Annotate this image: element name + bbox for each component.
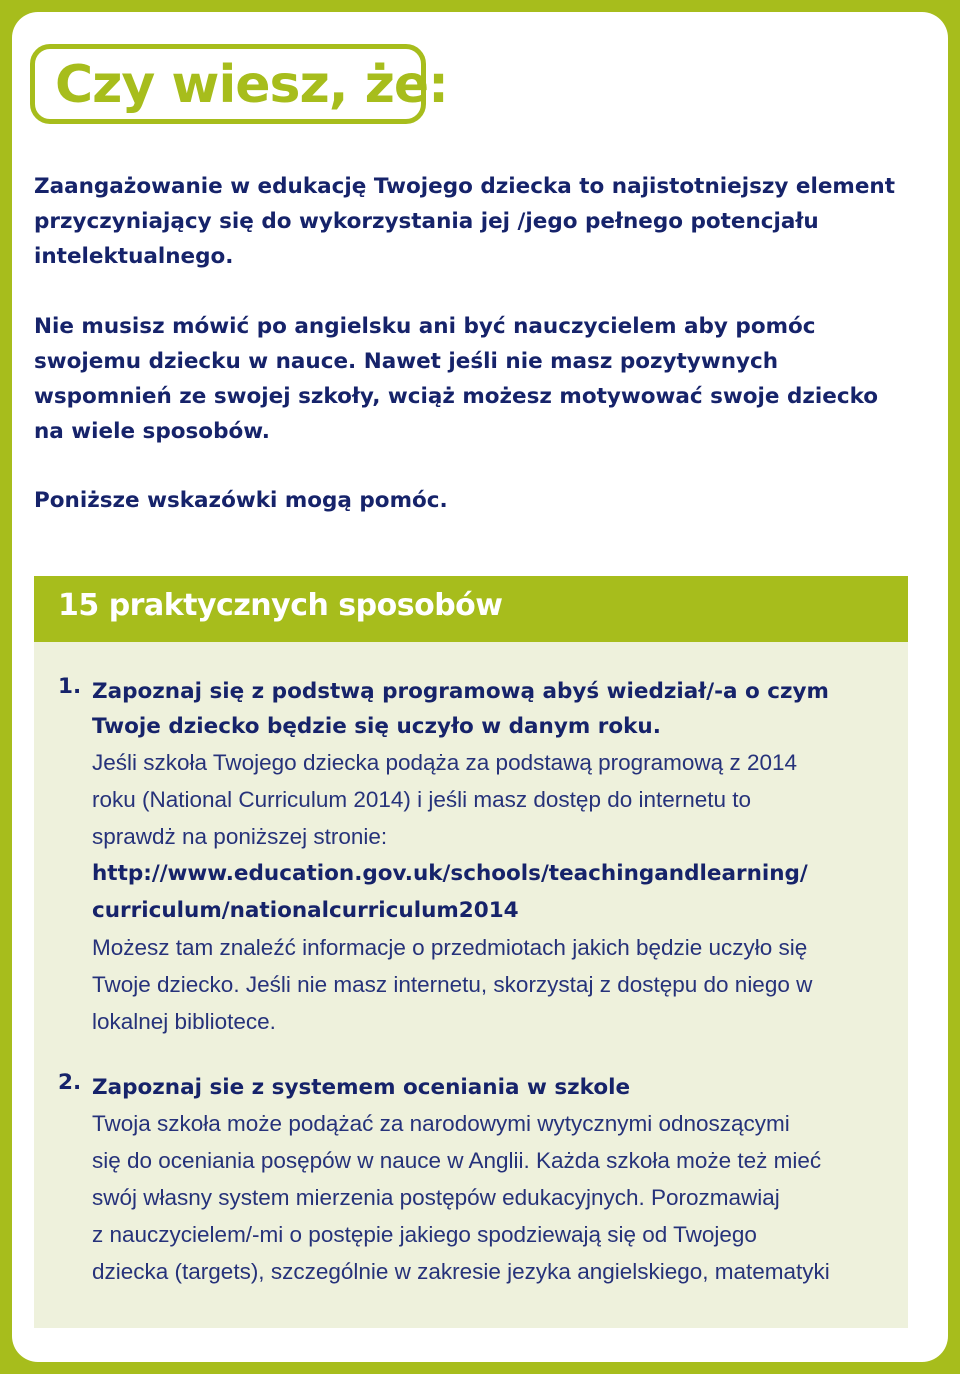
item-number: 1. bbox=[58, 674, 82, 699]
item-heading-line: Zapoznaj się z podstwą programową abyś wiedział/-a o czym bbox=[92, 679, 829, 704]
intro-paragraph-1 bbox=[34, 169, 914, 274]
intro-paragraph-2 bbox=[34, 309, 914, 449]
intro-line: intelektualnego. bbox=[34, 244, 234, 269]
item-body-line: roku (National Curriculum 2014) i jeśli masz dostęp do internetu to bbox=[92, 787, 752, 812]
item-body-line: z nauczycielem/-mi o postępie jakiego spodziewają się od Twojego bbox=[92, 1222, 757, 1247]
item-heading-line: Twoje dziecko będzie się uczyło w danym roku. bbox=[92, 714, 661, 739]
item-body-line: Twoja szkoła może podążać za narodowymi wytycznymi odnoszącymi bbox=[92, 1111, 790, 1136]
intro-paragraph-3 bbox=[34, 483, 914, 518]
intro-line: na wiele sposobów. bbox=[34, 419, 270, 444]
item-body bbox=[92, 929, 892, 1040]
item-body-line: się do oceniania posępów w nauce w Anglii. Każda szkoła może też mieć bbox=[92, 1148, 822, 1173]
curriculum-link-line[interactable]: http://www.education.gov.uk/schools/teachingandlearning/ bbox=[92, 861, 808, 886]
page-title: Czy wiesz, że: bbox=[55, 55, 448, 115]
intro-line: swojemu dziecku w nauce. Nawet jeśli nie masz pozytywnych bbox=[34, 349, 779, 374]
item-body-line: dziecka (targets), szczególnie w zakresie jezyka angielskiego, matematyki bbox=[92, 1259, 830, 1284]
tips-panel bbox=[34, 642, 908, 1328]
section-header bbox=[34, 576, 908, 642]
item-body-line: Twoje dziecko. Jeśli nie masz internetu, skorzystaj z dostępu do niego w bbox=[92, 972, 813, 997]
intro-line: Nie musisz mówić po angielsku ani być nauczycielem aby pomóc bbox=[34, 314, 816, 339]
intro-line: wspomnień ze swojej szkoły, wciąż możesz motywować swoje dziecko bbox=[34, 384, 879, 409]
curriculum-link[interactable] bbox=[92, 855, 892, 929]
intro-line: Zaangażowanie w edukację Twojego dziecka to najistotniejszy element bbox=[34, 174, 895, 199]
item-number: 2. bbox=[58, 1070, 82, 1095]
title-box bbox=[30, 44, 448, 124]
item-body bbox=[92, 744, 892, 855]
section-title: 15 praktycznych sposobów bbox=[58, 588, 503, 623]
item-heading bbox=[92, 1070, 892, 1105]
item-heading bbox=[92, 674, 892, 744]
intro-line: przyczyniający się do wykorzystania jej /jego pełnego potencjału bbox=[34, 209, 819, 234]
item-body-line: lokalnej bibliotece. bbox=[92, 1009, 276, 1034]
item-body-line: sprawdż na poniższej stronie: bbox=[92, 824, 388, 849]
curriculum-link-line[interactable]: curriculum/nationalcurriculum2014 bbox=[92, 898, 519, 923]
item-body-line: Możesz tam znaleźć informacje o przedmiotach jakich będzie uczyło się bbox=[92, 935, 808, 960]
item-heading-line: Zapoznaj sie z systemem oceniania w szkole bbox=[92, 1075, 631, 1100]
item-body-line: swój własny system mierzenia postępów edukacyjnych. Porozmawiaj bbox=[92, 1185, 780, 1210]
tip-item-2 bbox=[92, 1070, 892, 1290]
item-body bbox=[92, 1105, 892, 1290]
item-body-line: Jeśli szkoła Twojego dziecka podąża za podstawą programową z 2014 bbox=[92, 750, 797, 775]
intro-line: Poniższe wskazówki mogą pomóc. bbox=[34, 488, 448, 513]
tip-item-1 bbox=[92, 674, 892, 1040]
